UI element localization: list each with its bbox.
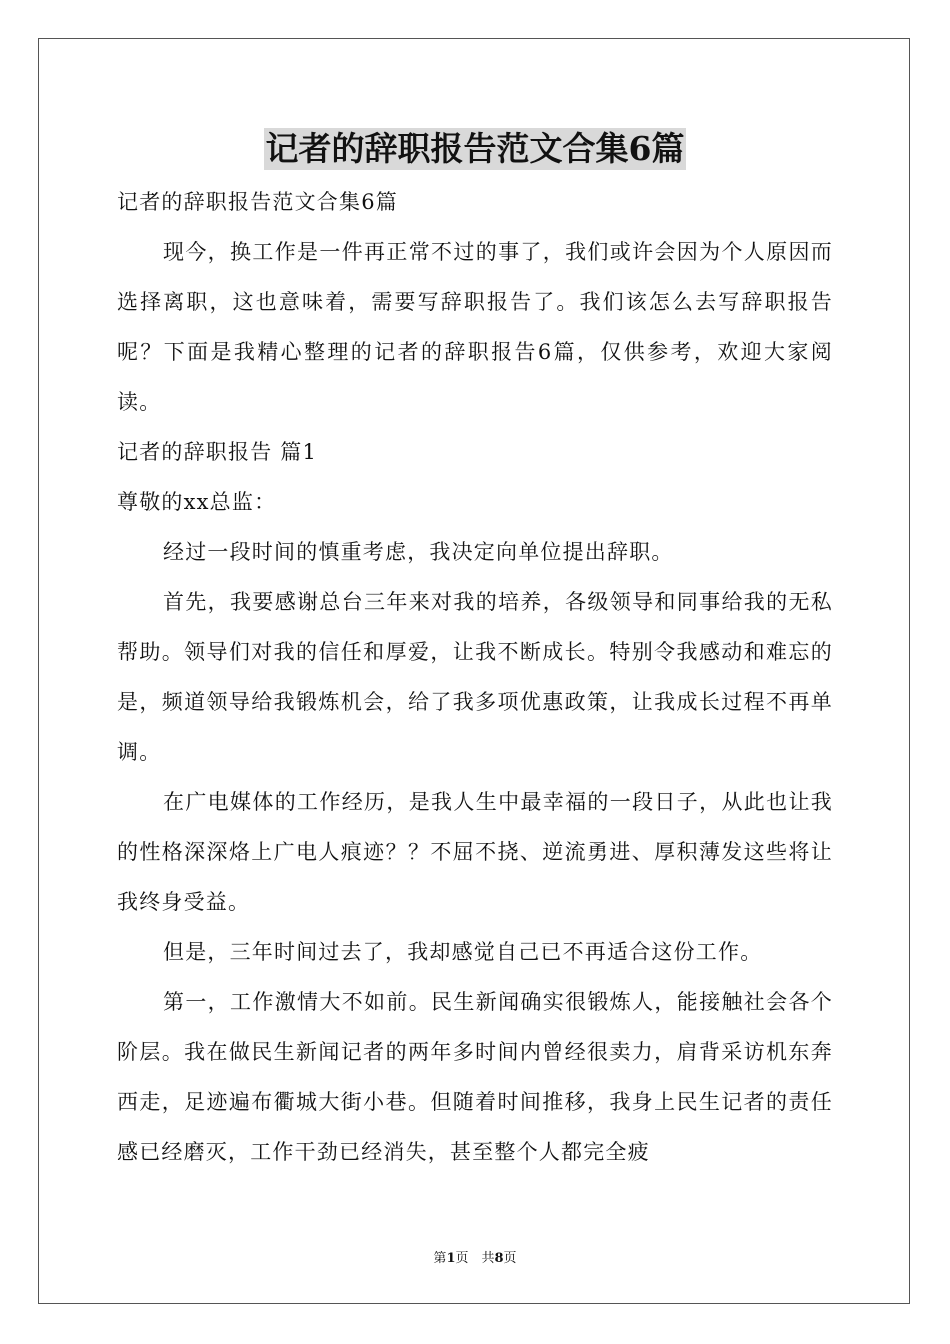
- paragraph: 尊敬的xx总监：: [117, 490, 277, 514]
- footer-suffix: 页: [503, 1251, 517, 1266]
- page-footer: [0, 1247, 950, 1266]
- paragraph: 但是，三年时间过去了，我却感觉自己已不再适合这份工作。: [163, 940, 763, 964]
- paragraph: 记者的辞职报告 篇1: [117, 440, 318, 464]
- document-body: [117, 177, 833, 1177]
- paragraph: 现今，换工作是一件再正常不过的事了，我们或许会因为个人原因而选择离职，这也意味着，需要写辞职报告了。我们该怎么去写辞职报告呢？下面是我精心整理的记者的辞职报告6篇，仅供参考，欢迎大家阅读。: [117, 240, 833, 414]
- footer-total-pages: 8: [494, 1251, 504, 1266]
- title-container: [0, 128, 950, 170]
- paragraph: 记者的辞职报告范文合集6篇: [117, 190, 398, 214]
- footer-prefix: 第: [433, 1251, 447, 1266]
- document-title: 记者的辞职报告范文合集6篇: [265, 129, 685, 168]
- paragraph: 第一，工作激情大不如前。民生新闻确实很锻炼人，能接触社会各个阶层。我在做民生新闻记者的两年多时间内曾经很卖力，肩背采访机东奔西走，足迹遍布衢城大街小巷。但随着时间推移，我身上民生记者的责任感已经磨灭，工作干劲已经消失，甚至整个人都完全疲: [117, 990, 833, 1164]
- footer-mid: 页 共: [455, 1251, 495, 1266]
- paragraph: 首先，我要感谢总台三年来对我的培养，各级领导和同事给我的无私帮助。领导们对我的信任和厚爱，让我不断成长。特别令我感动和难忘的是，频道领导给我锻炼机会，给了我多项优惠政策，让我成长过程不再单调。: [117, 590, 833, 764]
- paragraph: 在广电媒体的工作经历，是我人生中最幸福的一段日子，从此也让我的性格深深烙上广电人痕迹？？不屈不挠、逆流勇进、厚积薄发这些将让我终身受益。: [117, 790, 833, 914]
- footer-current-page: 1: [446, 1251, 456, 1266]
- paragraph: 经过一段时间的慎重考虑，我决定向单位提出辞职。: [163, 540, 674, 564]
